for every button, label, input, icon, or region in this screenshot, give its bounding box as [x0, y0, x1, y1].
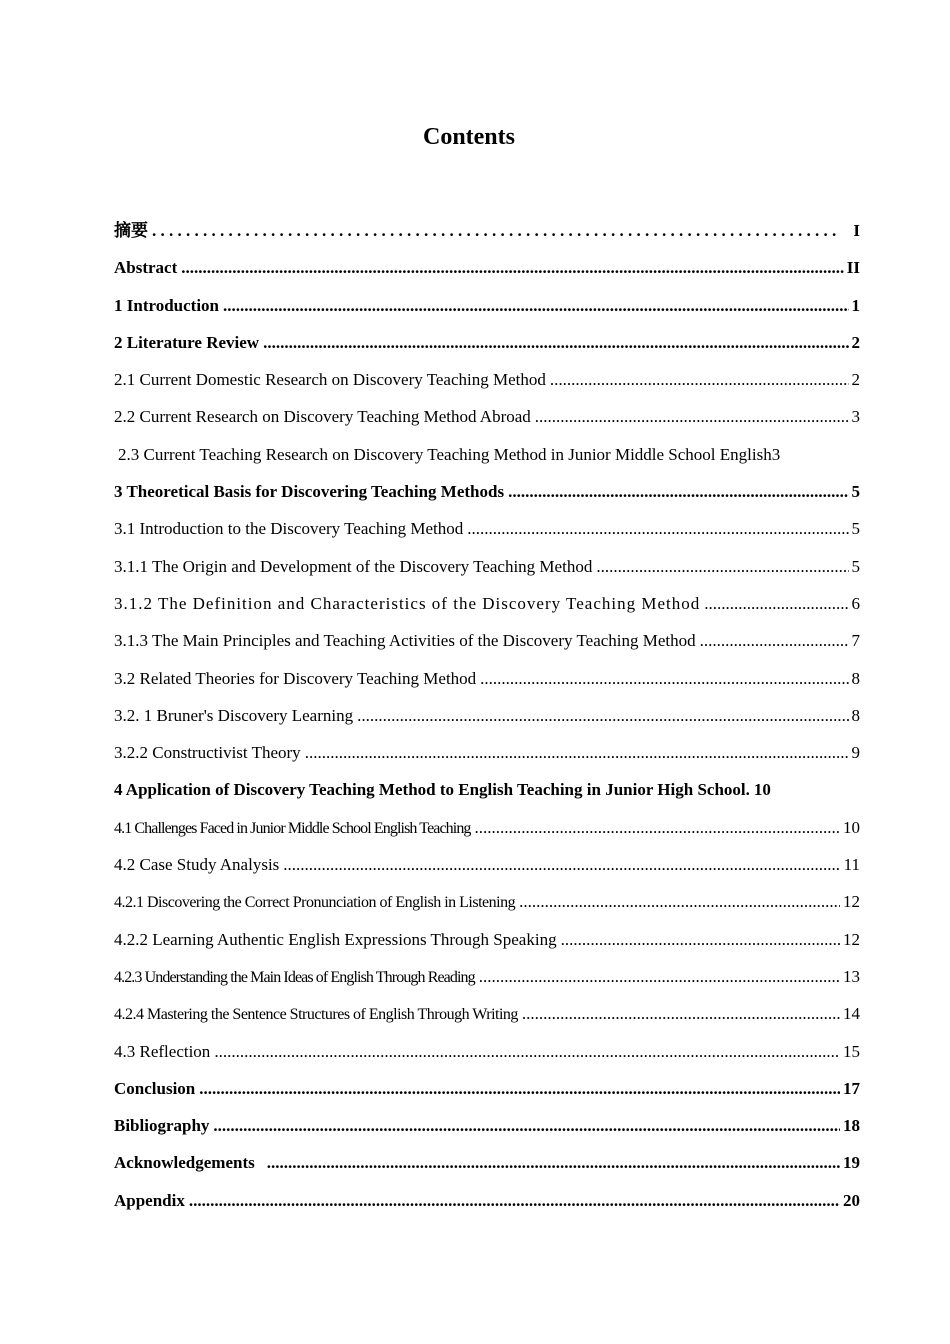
toc-entry-page: 3 — [851, 407, 860, 427]
toc-entry-label: 2.2 Current Research on Discovery Teaching Method Abroad — [114, 407, 531, 427]
toc-entry-appendix[interactable] — [114, 1182, 860, 1219]
toc-entry-conclusion[interactable] — [114, 1070, 860, 1107]
toc-entry-page: 20 — [843, 1190, 860, 1210]
toc-entry-page: 5 — [851, 519, 860, 539]
toc-entry-3-1-2[interactable] — [114, 585, 860, 622]
dot-leader — [189, 1182, 840, 1219]
toc-entry-label: Abstract — [114, 258, 178, 278]
dot-leader — [152, 212, 836, 249]
toc-entry-page: 2 — [851, 370, 860, 390]
dot-leader — [267, 1144, 840, 1181]
dot-leader — [223, 287, 848, 324]
toc-entry-label: 2.3 Current Teaching Research on Discovery Teaching Method in Junior Middle School English — [118, 444, 772, 464]
toc-entry-abstract-chinese[interactable] — [114, 212, 860, 249]
toc-entry-page: 15 — [843, 1041, 860, 1061]
dot-leader — [283, 846, 840, 883]
toc-entry-label: 3.1 Introduction to the Discovery Teaching Method — [114, 519, 464, 539]
toc-entry-4-2-2[interactable] — [114, 921, 860, 958]
toc-entry-3-2[interactable] — [114, 660, 860, 697]
toc-entry-page: 19 — [843, 1153, 860, 1173]
toc-entry-2-3[interactable] — [114, 436, 860, 473]
dot-leader — [480, 660, 848, 697]
toc-entry-page: 10 — [843, 817, 860, 837]
toc-entry-label: 3 Theoretical Basis for Discovering Teaching Methods — [114, 482, 505, 502]
dot-leader — [704, 585, 848, 622]
dot-leader — [213, 1107, 840, 1144]
toc-entry-bibliography[interactable] — [114, 1107, 860, 1144]
toc-entry-2-1[interactable] — [114, 361, 860, 398]
toc-entry-page: 12 — [843, 929, 860, 949]
toc-entry-page: 18 — [843, 1116, 860, 1136]
toc-entry-page: 1 — [851, 295, 860, 315]
toc-entry-label: Conclusion — [114, 1078, 196, 1098]
toc-entry-label: Bibliography — [114, 1116, 210, 1136]
toc-entry-label: 2 Literature Review — [114, 332, 260, 352]
dot-leader — [305, 734, 849, 771]
toc-entry-page: 13 — [843, 966, 860, 986]
toc-entry-label: 摘要 — [114, 221, 148, 240]
toc-entry-theoretical-basis[interactable] — [114, 473, 860, 510]
toc-entry-label: 3.2. 1 Bruner's Discovery Learning — [114, 705, 354, 725]
toc-entry-label: 1 Introduction — [114, 295, 220, 315]
dot-leader — [519, 883, 840, 920]
dot-leader — [214, 1033, 840, 1070]
toc-entry-label: 3.1.2 The Definition and Characteristics of the Discovery Teaching Method — [114, 593, 701, 613]
toc-entry-abstract[interactable] — [114, 249, 860, 286]
toc-entry-page: 2 — [851, 332, 860, 352]
toc-entry-page: 8 — [851, 705, 860, 725]
toc-entry-page: 7 — [851, 631, 860, 651]
dot-leader — [479, 958, 840, 995]
toc-entry-acknowledgements[interactable] — [114, 1144, 860, 1181]
toc-entry-label: 3.2 Related Theories for Discovery Teaching Method — [114, 668, 477, 688]
toc-entry-page: 5 — [851, 482, 860, 502]
dot-leader — [357, 697, 848, 734]
toc-entry-page: 5 — [851, 556, 860, 576]
dot-leader — [550, 361, 849, 398]
toc-entry-page: 3 — [771, 444, 781, 464]
dot-leader — [596, 548, 848, 585]
toc-entry-3-1-3[interactable] — [114, 622, 860, 659]
table-of-contents — [114, 212, 860, 1219]
dot-leader — [467, 510, 848, 547]
toc-entry-3-1-1[interactable] — [114, 548, 860, 585]
toc-entry-page: 10 — [753, 780, 771, 800]
dot-leader — [535, 398, 849, 435]
toc-entry-introduction[interactable] — [114, 287, 860, 324]
toc-entry-label: 4.2 Case Study Analysis — [114, 855, 280, 875]
dot-leader — [263, 324, 848, 361]
toc-entry-page: 12 — [843, 892, 860, 912]
toc-entry-page: I — [853, 221, 860, 240]
toc-entry-label: 2.1 Current Domestic Research on Discovery Teaching Method — [114, 370, 546, 390]
dot-leader — [508, 473, 848, 510]
toc-entry-label: 3.1.1 The Origin and Development of the Discovery Teaching Method — [114, 556, 593, 576]
toc-entry-page: 17 — [843, 1078, 860, 1098]
toc-entry-4-2-3[interactable] — [114, 958, 860, 995]
toc-entry-2-2[interactable] — [114, 398, 860, 435]
dot-leader — [561, 921, 840, 958]
toc-entry-label: 3.1.3 The Main Principles and Teaching Activities of the Discovery Teaching Method — [114, 631, 696, 651]
toc-entry-4-1[interactable] — [114, 809, 860, 846]
toc-entry-4-2-4[interactable] — [114, 995, 860, 1032]
toc-entry-page: 9 — [851, 743, 860, 763]
dot-leader — [522, 995, 840, 1032]
toc-entry-page: 6 — [851, 593, 860, 613]
toc-entry-label: 4.2.1 Discovering the Correct Pronunciation of English in Listening — [114, 894, 516, 912]
toc-entry-label: 4.1 Challenges Faced in Junior Middle School English Teaching — [114, 819, 471, 837]
toc-entry-page: 14 — [843, 1004, 860, 1024]
toc-entry-label: Appendix — [114, 1190, 185, 1210]
dot-leader — [199, 1070, 840, 1107]
toc-entry-literature-review[interactable] — [114, 324, 860, 361]
toc-entry-4-2[interactable] — [114, 846, 860, 883]
dot-leader — [181, 249, 844, 286]
toc-entry-3-2-1[interactable] — [114, 697, 860, 734]
toc-entry-3-1[interactable] — [114, 510, 860, 547]
toc-entry-application[interactable] — [114, 771, 860, 808]
page-title: Contents — [422, 124, 515, 150]
toc-entry-label: 3.2.2 Constructivist Theory — [114, 743, 301, 763]
dot-leader — [700, 622, 849, 659]
toc-entry-3-2-2[interactable] — [114, 734, 860, 771]
toc-entry-page: 11 — [843, 855, 860, 875]
toc-entry-page: 8 — [851, 668, 860, 688]
toc-entry-page: II — [846, 258, 860, 278]
toc-entry-label: 4.2.3 Understanding the Main Ideas of English Through Reading — [114, 968, 475, 986]
toc-entry-label: 4.2.2 Learning Authentic English Expressions Through Speaking — [114, 929, 557, 949]
toc-entry-label: Acknowledgements — [114, 1153, 255, 1173]
toc-entry-4-3[interactable] — [114, 1033, 860, 1070]
dot-leader — [475, 809, 840, 846]
toc-entry-label: 4 Application of Discovery Teaching Method to English Teaching in Junior High School. — [114, 780, 750, 800]
toc-entry-label: 4.2.4 Mastering the Sentence Structures of English Through Writing — [114, 1006, 518, 1024]
toc-entry-4-2-1[interactable] — [114, 883, 860, 920]
toc-entry-label: 4.3 Reflection — [114, 1041, 211, 1061]
